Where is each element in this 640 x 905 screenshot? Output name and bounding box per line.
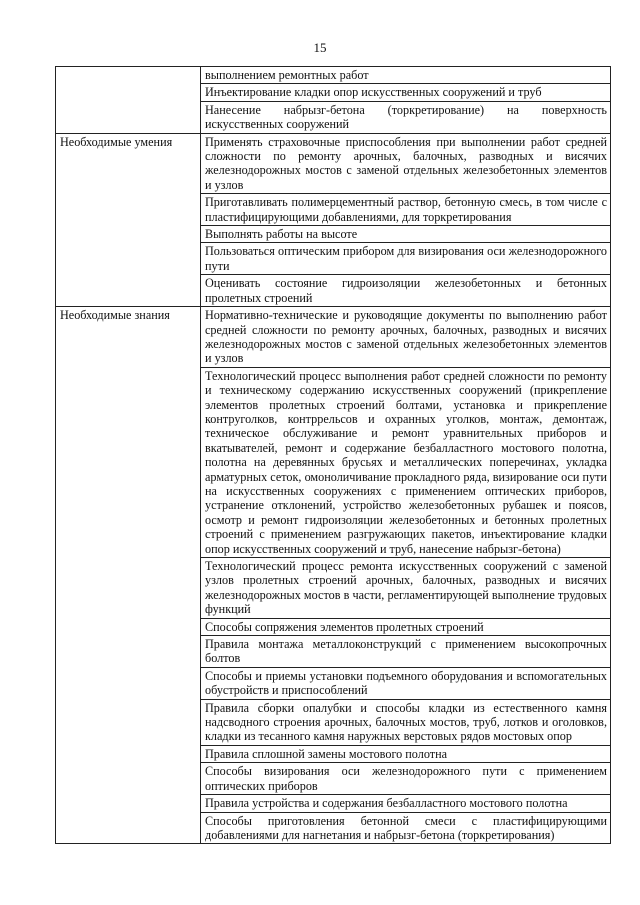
requirement-item: Правила устройства и содержания безбалластного мостового полотна [201, 795, 611, 812]
requirement-item: Выполнять работы на высоте [201, 226, 611, 243]
requirement-item: Пользоваться оптическим прибором для визирования оси железнодорожного пути [201, 243, 611, 275]
section-label: Необходимые умения [56, 133, 201, 306]
table-row [56, 67, 611, 84]
section-label [56, 67, 201, 134]
requirement-item: Способы приготовления бетонной смеси с пластифицирующими добавлениями для нагнетания и набрызг-бетона (торкретирования) [201, 812, 611, 844]
requirement-item: Способы визирования оси железнодорожного пути с применением оптических приборов [201, 763, 611, 795]
requirement-item: Способы сопряжения элементов пролетных строений [201, 618, 611, 635]
page-number: 15 [313, 40, 327, 55]
requirement-item: Правила сборки опалубки и способы кладки из естественного камня надсводного строения арочных, балочных мостов, труб, лотков и оголовков, кладки из тесанного камня наружных верстовых рядов мостовых опор [201, 699, 611, 745]
table-row [56, 133, 611, 194]
requirement-item: Правила монтажа металлоконструкций с применением высокопрочных болтов [201, 636, 611, 668]
requirements-table-body [56, 67, 611, 844]
requirement-item: Оценивать состояние гидроизоляции железобетонных и бетонных пролетных строений [201, 275, 611, 307]
requirement-item: Инъектирование кладки опор искусственных сооружений и труб [201, 84, 611, 101]
requirement-item: Применять страховочные приспособления при выполнении работ средней сложности по ремонту арочных, балочных, разводных и висячих железнодорожных мостов с заменой отдельных железобетонных элементов и узлов [201, 133, 611, 194]
requirement-item: Приготавливать полимерцементный раствор, бетонную смесь, в том числе с пластифицирующими добавлениями, для торкретирования [201, 194, 611, 226]
section-label: Необходимые знания [56, 307, 201, 844]
requirement-item: Правила сплошной замены мостового полотна [201, 745, 611, 762]
requirement-item: Технологический процесс выполнения работ средней сложности по ремонту и техническому содержанию искусственных сооружений (прикрепление элементов пролетных строений болтами, установка и прикрепление контруголков, контррельсов и охранных уголков, монтаж, демонтаж, техническое обслуживание и ремонт уравнительных приборов и вкатывателей, ремонт и содержание безбалластного мостового полотна, полотна на деревянных брусьях и металлических поперечинах, укладка арматурных сеток, омоноличивание прокладного ряда, визирование оси пути на искусственных сооружениях с применением оптических приборов, устранение отклонений, устройство железобетонных рубашек и поясов, осмотр и ремонт гидроизоляции железобетонных и бетонных пролетных строений с применением разгружающих пакетов, инъектирование кладки опор искусственных сооружений и труб, нанесение набрызг-бетона) [201, 367, 611, 557]
requirement-item: Нормативно-технические и руководящие документы по выполнению работ средней сложности по ремонту арочных, балочных, разводных и висячих железнодорожных мостов с заменой отдельных железобетонных элементов и узлов [201, 307, 611, 368]
requirements-table [55, 66, 611, 844]
requirement-item: Способы и приемы установки подъемного оборудования и вспомогательных обустройств и приспособлений [201, 667, 611, 699]
requirement-item: Технологический процесс ремонта искусственных сооружений с заменой узлов пролетных строений арочных, балочных, разводных и висячих железнодорожных мостов в части, регламентирующей выполнение трудовых функций [201, 558, 611, 619]
table-row [56, 307, 611, 368]
requirement-item: выполнением ремонтных работ [201, 67, 611, 84]
requirement-item: Нанесение набрызг-бетона (торкретирование) на поверхность искусственных сооружений [201, 101, 611, 133]
